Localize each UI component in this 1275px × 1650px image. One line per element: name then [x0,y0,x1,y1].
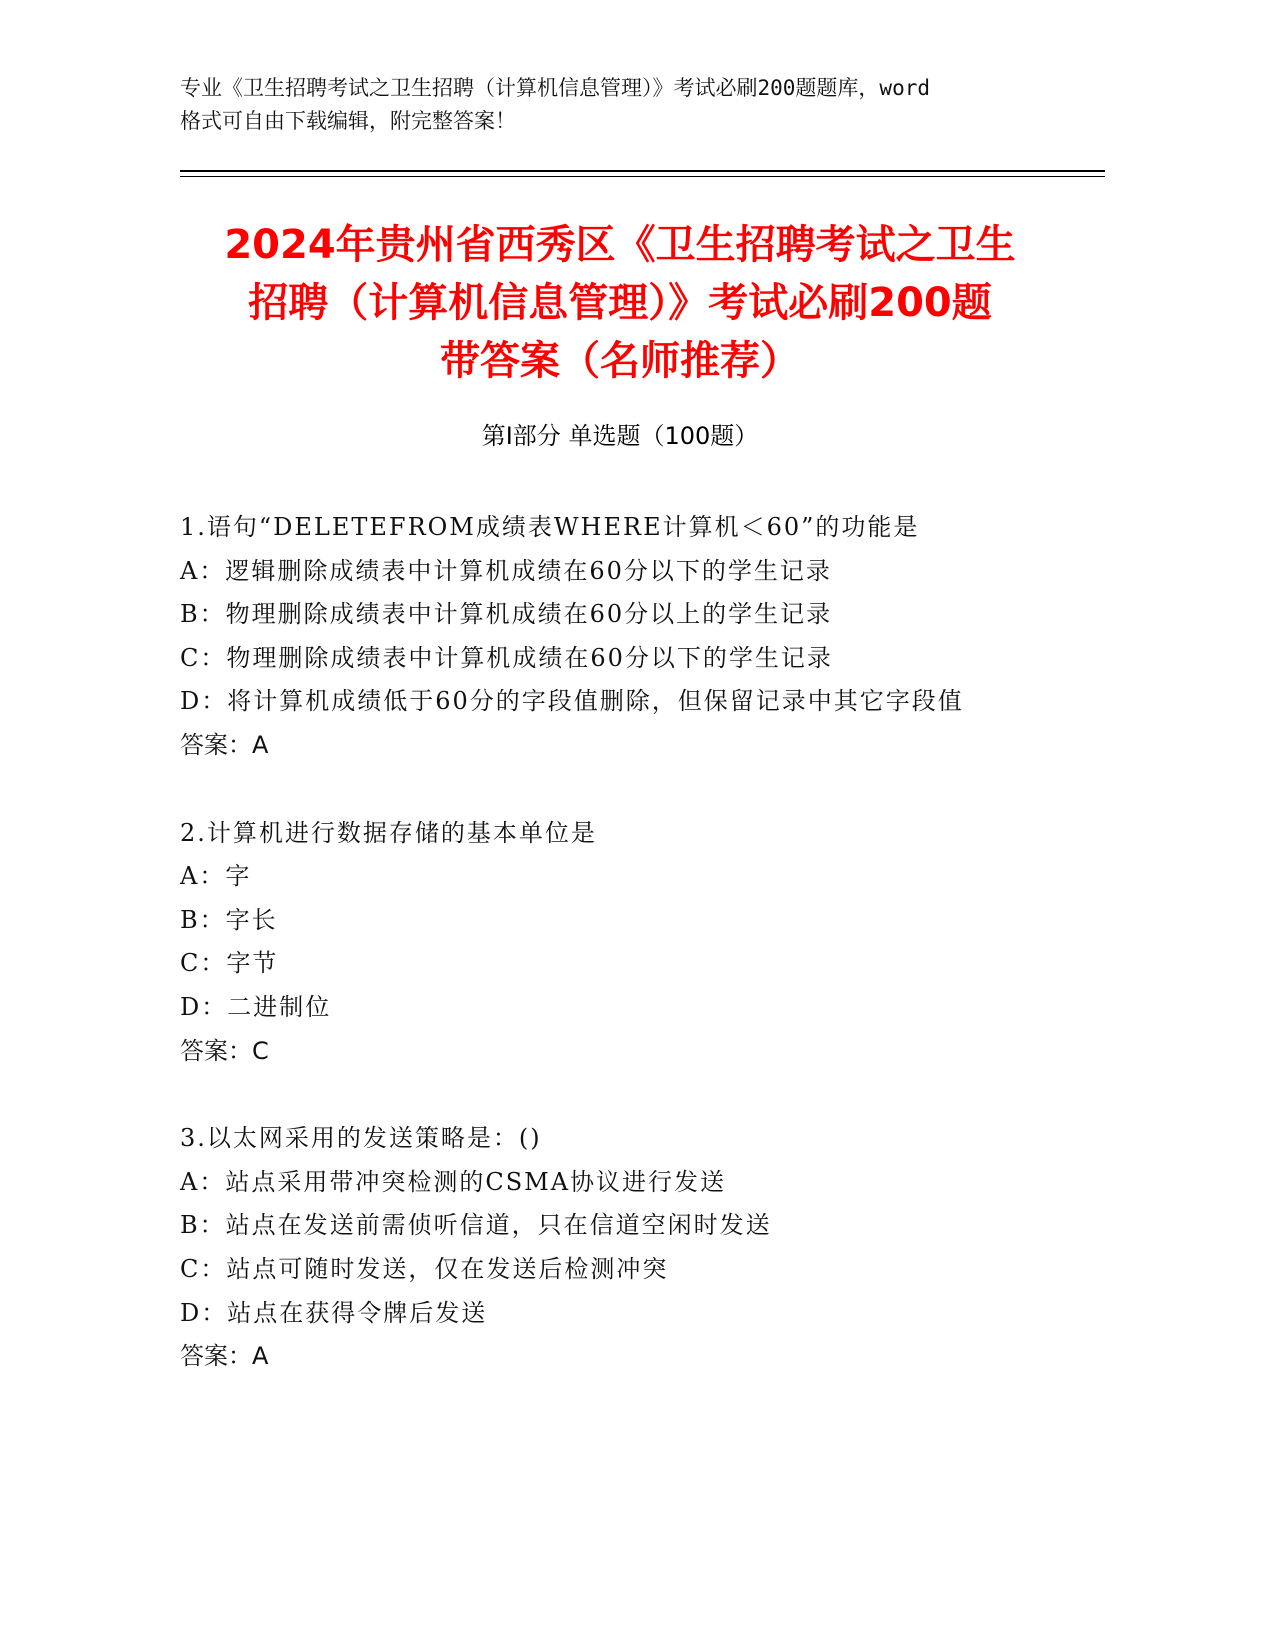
section-heading: 第Ⅰ部分 单选题（100题） [481,422,759,450]
option-a: A：逻辑删除成绩表中计算机成绩在60分以下的学生记录 [180,556,832,585]
question-stem: 1.语句“DELETEFROM成绩表WHERE计算机＜60”的功能是 [180,513,920,541]
option-a: A：字 [180,862,252,891]
header-rule-thick [180,170,1105,172]
answer: 答案：C [180,1036,269,1065]
question-list [180,506,1060,1423]
answer: 答案：A [180,1342,269,1371]
question-stem: 3.以太网采用的发送策略是：() [180,1124,542,1153]
option-b: B：站点在发送前需侦听信道，只在信道空闲时发送 [180,1211,772,1240]
title-line-3: 带答案（名师推荐） [440,338,800,384]
option-b: B：字长 [180,905,278,934]
option-c: C：物理删除成绩表中计算机成绩在60分以下的学生记录 [180,643,833,672]
question-3 [180,1117,1060,1379]
document-title [180,216,1060,390]
question-2 [180,812,1060,1074]
header-note-line-1: 专业《卫生招聘考试之卫生招聘（计算机信息管理）》考试必刷200题题库，word [180,76,930,100]
header-note-line-2: 格式可自由下载编辑，附完整答案！ [180,109,516,133]
option-c: C：字节 [180,949,279,978]
option-d: D：站点在获得令牌后发送 [180,1298,488,1327]
option-d: D：将计算机成绩低于60分的字段值删除，但保留记录中其它字段值 [180,687,964,716]
header-note [180,72,1060,138]
title-line-2: 招聘（计算机信息管理）》考试必刷200题 [248,280,992,326]
title-line-1: 2024年贵州省西秀区《卫生招聘考试之卫生 [224,222,1016,268]
option-c: C：站点可随时发送，仅在发送后检测冲突 [180,1254,669,1283]
question-1 [180,506,1060,768]
option-d: D：二进制位 [180,992,332,1021]
question-stem: 2.计算机进行数据存储的基本单位是 [180,818,597,847]
option-a: A：站点采用带冲突检测的CSMA协议进行发送 [180,1167,727,1196]
option-b: B：物理删除成绩表中计算机成绩在60分以上的学生记录 [180,600,833,629]
answer: 答案：A [180,730,269,759]
header-rule-thin [180,176,1105,177]
